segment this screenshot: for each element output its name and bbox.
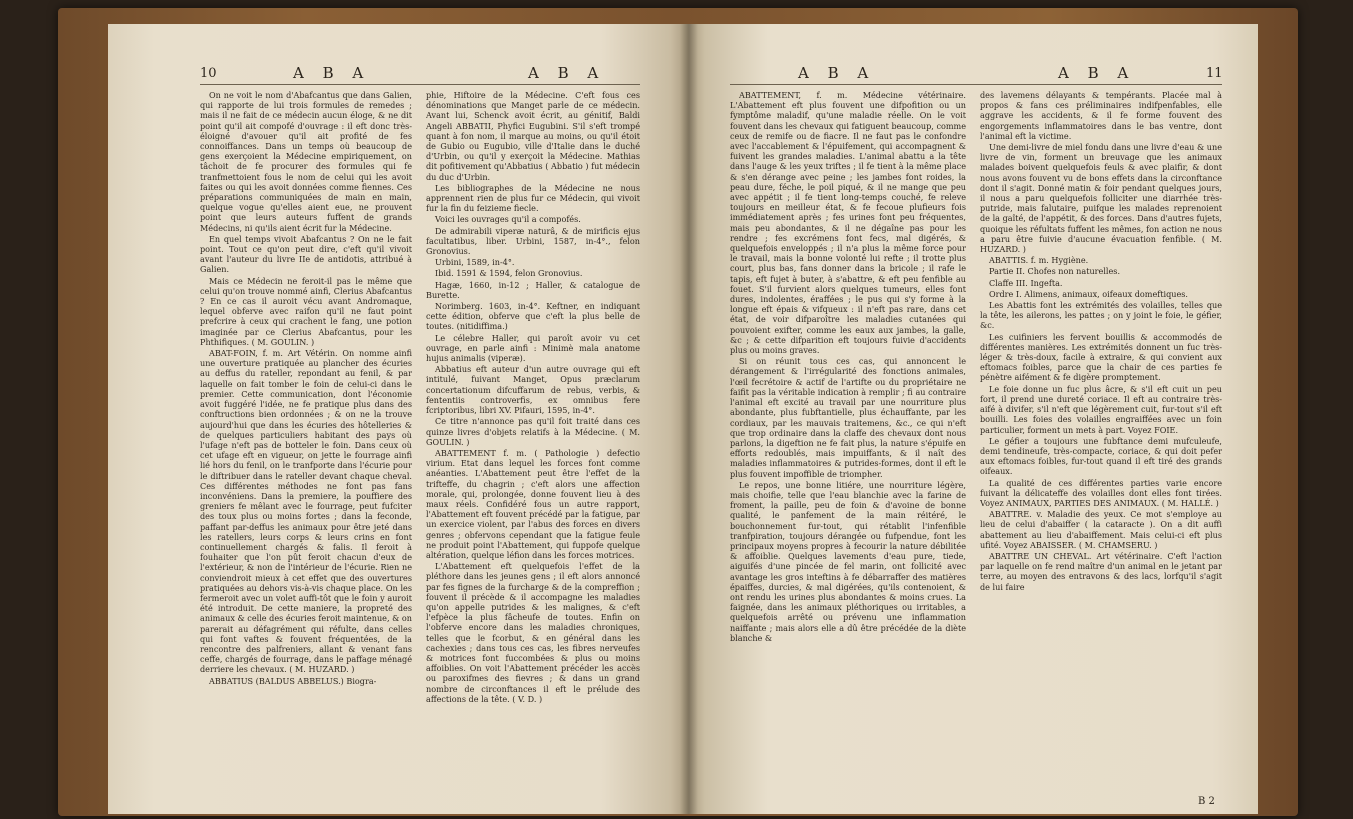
- paragraph: ABATTRE UN CHEVAL. Art vétérinaire. C'eft l'action par laquelle on fe rend maître d'un animal en le jetant par terre, au moyen des entravons & des lacs, lorfqu'il s'agit de lui faire: [980, 550, 1222, 592]
- left-running-head-1: A B A: [293, 64, 371, 82]
- left-running-head-2: A B A: [528, 64, 606, 82]
- left-page-number: 10: [200, 66, 217, 81]
- right-page-number: 11: [1206, 66, 1223, 81]
- paragraph: Le célebre Haller, qui paroît avoir vu cet ouvrage, en parle ainfi : Minimè mala anatome hujus animalis (viperæ).: [426, 332, 640, 364]
- paragraph: Le foie donne un fuc plus âcre, & s'il eft cuit un peu fort, il prend une dureté coriace. Il eft au contraire très-aifé à divifer, s'il n'eft que légèrement cuit, fur-tout s'il eft bouilli. Les foies des volailles engraiffées avec un foin particulier, forment un mets à part. Voyez FOIE.: [980, 383, 1222, 435]
- paragraph: Le repos, une bonne litiére, une nourriture légère, mais choifie, telle que l'eau blanchie avec la farine de froment, la paille, peu de foin & d'avoine de bonne qualité, le panfement de la main réitéré, le bouchonnement fur-tout, qui rétablit l'infenfible tranfpiration, toujours dérangée ou fufpendue, font les principaux moyens propres à fecourir la nature débilitée & affoiblie. Quelques lavements d'eau pure, tiede, aiguifés d'une pincée de fel marin, ont follicité avec avantage les gros inteftins à fe débarraffer des matières épaiffes, durcies, & mal digérées, qu'ils contenoient, & ont rendu les urines plus abondantes & moins crues. La faignée, dans les animaux pléthoriques ou irritables, a quelquefois arrêté ou prévenu une inflammation naiffante ; mais alors elle a dû être précédée de la diète blanche &: [730, 479, 966, 643]
- paragraph: Claffe III. Ingefta.: [989, 277, 1063, 288]
- paragraph: Hagæ, 1660, in-12 ; Haller, & catalogue de Burette.: [426, 279, 640, 300]
- right-running-head-1: A B A: [798, 64, 876, 82]
- right-head-rule: [730, 84, 1222, 85]
- signature-mark: B 2: [1198, 796, 1215, 807]
- paragraph: Les Abattis font les extrémités des volailles, telles que la tête, les ailerons, les pattes ; on y joint le foie, le géfier, &c.: [980, 300, 1222, 331]
- paragraph: On ne voit le nom d'Abafcantus que dans Galien, qui rapporte de lui trois formules de remedes ; mais il ne fait de ce médecin aucun éloge, & ne dit point qu'il ait compofé d'ouvrage : il eft donc très-éloigné d'avouer qu'il ait profité de fes connoiffances. Dans un temps où beaucoup de gens exerçoient la Médecine empiriquement, on tâchoit de fe procurer des formules qui fe tranfmettoient fous le nom de celui qui les avoit faites ou qui les avoit données comme fiennes. Ces préparations communiquées de main en main, quelque vogue qu'elles aient eue, ne prouvent point que leurs auteurs fuffent de grands Médecins, ni qu'ils aient écrit fur la Médecine.: [200, 90, 412, 233]
- paragraph: Voici les ouvrages qu'il a compofés.: [435, 214, 581, 225]
- right-column-1: [730, 90, 966, 800]
- paragraph: Ce titre n'annonce pas qu'il foit traité dans ces quinze livres d'objets relatifs à la Médecine. ( M. GOULIN. ): [426, 416, 640, 447]
- paragraph: ABATTIS. f. m. Hygiène.: [989, 255, 1089, 266]
- book-gutter: [680, 24, 698, 814]
- left-column-1: [200, 90, 412, 800]
- paragraph: Le géfier a toujours une fubftance demi mufculeufe, demi tendineufe, très-compacte, coriace, & qui doit pefer aux eftomacs foibles, fur-tout quand il eft tiré des grands oifeaux.: [980, 435, 1222, 477]
- paragraph: Norimberg. 1603, in-4°. Keftner, en indiquant cette édition, obferve que c'eft la plus belle de toutes. (nitidiffima.): [426, 301, 640, 332]
- paragraph: ABATTEMENT, f. m. Médecine vétérinaire. L'Abattement eft plus fouvent une difpofition ou un fymptôme maladif, qu'une maladie réelle. On le voit fouvent dans les chevaux qui fatiguent beaucoup, comme ceux de remife ou de fiacre. Il ne faut pas le confondre avec l'accablement & l'épuifement, qui accompagnent & fuivent les grandes maladies. L'animal abattu a la tête dans l'auge & les yeux triftes ; il fe tient à la même place & s'en dérange avec peine ; les jambes font roides, la peau dure, féche, le poil piqué, & il ne mange que peu avec appétit ; il fe tient long-temps couché, fe releve toujours en meilleur état, & fe fecoue plufieurs fois immédiatement après ; fes urines font peu fréquentes, mais peu abondantes, & il ne dégaîne pas pour les rendre ; fes excrémens font fecs, mal digérés, & quelquefois enveloppés ; il n'a plus la même force pour le travail, mais la bonne volonté lui refte ; il trotte plus court, plus bas, fans donner dans la bricole ; il rafe le tapis, eft fujet à buter, à s'abattre, & eft peu fenfible au fouet. S'il furvient alors quelques tumeurs, elles font dures, indolentes, éraffées ; le pus qui s'y forme à la longue eft épais & vifqueux : il n'eft pas rare, dans cet état, de voir difparoître les maladies cutanées qui pouvoient exifter, comme les eaux aux jambes, la galle, &c ; & cette difparition eft toujours fuivie d'accidents plus ou moins graves.: [730, 90, 966, 356]
- paragraph: phie, Hiftoire de la Médecine. C'eft fous ces dénominations que Manget parle de ce médecin. Avant lui, Schenck avoit écrit, au génitif, Baldi Angeli ABBATII, Phyfici Eugubini. S'il s'eft trompé quant à fon nom, il marque au moins, ou qu'il étoit de Gubio ou Eugubio, ville d'Italie dans le duché d'Urbin, ou qu'il y exerçoit la Médecine. Mathias dit pofitivement qu'Abbatius ( Abbatio ) fut médecin du duc d'Urbin.: [426, 90, 640, 182]
- right-running-head-2: A B A: [1058, 64, 1136, 82]
- paragraph: La qualité de ces différentes parties varie encore fuivant la délicateffe des volailles dont elles font tirées. Voyez ANIMAUX, PARTIES DES ANIMAUX. ( M. HALLÉ. ): [980, 477, 1222, 508]
- paragraph: Si on réunit tous ces cas, qui annoncent le dérangement & l'irrégularité des fonctions animales, l'œil fecrétoire & actif de l'artifte ou du propriétaire ne faifit pas la véritable indication à remplir ; fi au contraire l'animal eft excité au travail par une nourriture plus abondante, plus fubftantielle, plus échauffante, par les cordiaux, par les mauvais traitemens, &c., ce qui n'eft que trop ordinaire dans la claffe des chevaux dont nous parlons, la digeftion ne fe fait plus, la nature s'épuife en efforts redoublés, mais impuiffants, & il naît des maladies inflammatoires & putrides-formes, dont il eft le plus fouvent impoffible de triompher.: [730, 356, 966, 479]
- paragraph: des lavemens délayants & tempérants. Placée mal à propos & fans ces préliminaires indifpenfables, elle aggrave les accidents, & il fe forme fouvent des engorgements inflammatoires dans le bas ventre, dont l'animal eft la victime.: [980, 90, 1222, 141]
- left-head-rule: [200, 84, 640, 85]
- paragraph: Ordre I. Alimens, animaux, oifeaux domeftiques.: [989, 288, 1188, 299]
- right-page: [688, 24, 1258, 814]
- left-column-2: [426, 90, 640, 800]
- left-page: [108, 24, 688, 814]
- paragraph: ABAT-FOIN, f. m. Art Vétérin. On nomme ainfi une ouverture pratiquée au plancher des écuries au deffus du rateller, repondant au fenil, & par laquelle on fait tomber le foin de celui-ci dans le premier. Cette communication, dont l'économie avoit fuggéré l'idée, ne fe pratique plus dans des conftructions bien ordonnées ; & on ne la trouve aujourd'hui que dans les écuries des hôtelleries & de quelques particuliers habitant des pays où l'ufage n'eft pas de botteler le foin. Dans ceux où cet ufage eft en vigueur, on jette le fourrage ainfi lié hors du fenil, on le tranfporte dans l'écurie pour le diftribuer dans le rateller devant chaque cheval. Ces différentes méthodes ne font pas fans inconvéniens. Dans la premiere, la pouffiere des greniers fe mêlant avec le fourrage, peut fufciter des toux plus ou moins fortes ; dans la feconde, paffant par-deffus les animaux pour être jeté dans les ratellers, leurs corps & leurs crins en font continuellement chargés & falis. Il feroit à fouhaiter que l'on pût feroit chacun d'eux de l'extérieur, & non de l'intérieur de l'écurie. Rien ne conviendroit mieux à cet effet que des ouvertures pratiquées au dehors vis-à-vis chaque place. On les fermeroit avec un volet auffi-tôt que le foin y auroit été introduit. De cette maniere, la propreté des animaux & celle des écuries feroit maintenue, & on parerait au défagrément qui réfulte, dans celles qui font vaftes & fouvent fréquentées, de la rencontre des palfreniers, allant & venant fans ceffe, chargés de fourrage, dans le paffage ménagé derriere les chevaux. ( M. HUZARD. ): [200, 348, 412, 675]
- paragraph: De admirabili viperæ naturâ, & de mirificis ejus facultatibus, liber. Urbini, 1587, in-4°., felon Gronovius.: [426, 225, 640, 257]
- paragraph: Mais ce Médecin ne feroit-il pas le même que celui qu'on trouve nommé ainfi, Clerius Abafcantus ? En ce cas il auroit vécu avant Andromaque, lequel obferve avec raifon qu'il ne faut point prefcrire à ceux qui crachent le fang, une potion imaginée par ce Clerius Abafcantus, pour les Phthifiques. ( M. GOULIN. ): [200, 275, 412, 347]
- paragraph: Urbini, 1589, in-4°.: [435, 257, 515, 268]
- paragraph: Une demi-livre de miel fondu dans une livre d'eau & une livre de vin, forment un breuvage que les animaux malades boivent quelquefois feuls & avec plaifir, & dont nous avons fouvent vu de bons effets dans la circonftance dont il s'agit. Donné matin & foir pendant quelques jours, il nous a paru quelquefois folliciter une diarrhée très-putride, mais falutaire, puifque les malades reprenoient de la gaîté, de l'appétit, & des forces. Dans d'autres fujets, quoique les réfultats fuffent les mêmes, fon action ne nous a paru être fuivie d'aucune évacuation fenfible. ( M. HUZARD. ): [980, 142, 1222, 255]
- paragraph: Ibid. 1591 & 1594, felon Gronovius.: [435, 268, 583, 279]
- paragraph: Partie II. Chofes non naturelles.: [989, 266, 1121, 277]
- paragraph: ABATTRE. v. Maladie des yeux. Ce mot s'employe au lieu de celui d'abaiffer ( la cataracte ). On a dit auffi abattement au lieu d'abaiffement. Mais celui-ci eft plus ufité. Voyez ABAISSER. ( M. CHAMSERU. ): [980, 509, 1222, 550]
- paragraph: L'Abattement eft quelquefois l'effet de la pléthore dans les jeunes gens ; il eft alors annoncé par fes fignes de la furcharge & de la compreffion ; fouvent il précède & il accompagne les maladies qu'on appelle putrides & les malignes, & c'eft l'efpèce la plus fâcheufe de toutes. Enfin on l'obferve encore dans les maladies chroniques, telles que le fcorbut, & en général dans les cachexies ; dans tous ces cas, les fibres nerveufes & motrices font fuccombées & plus ou moins affoiblies. On voit l'Abattement précéder les accès ou paroxifmes des fievres ; & dans un grand nombre de circonftances il eft le prélude des affections de la tête. ( V. D. ): [426, 561, 640, 704]
- paragraph: ABATTEMENT f. m. ( Pathologie ) defectio virium. Etat dans lequel les forces font comme anéanties. L'Abattement peut être l'effet de la trifteffe, du chagrin ; c'eft alors une affection morale, qui, prolongée, donne fouvent lieu à des maux réels. Confidéré fous un autre rapport, l'Abattement eft fouvent précédé par la fatigue, par un exercice violent, par l'abus des forces en divers genres ; obfervons cependant que la fatigue feule ne produit point l'Abattement, qui fuppofe quelque altération, quelque léfion dans les forces motrices.: [426, 447, 640, 560]
- paragraph: Les cuifiniers les fervent bouillis & accommodés de différentes manières. Les extrémités donnent un fuc très-léger & très-doux, facile à extraire, & qui convient aux eftomacs foibles, parce que la chair de ces parties fe pénètre aifément & fe digère promptement.: [980, 331, 1222, 383]
- paragraph: En quel temps vivoit Abafcantus ? On ne le fait point. Tout ce qu'on peut dire, c'eft qu'il vivoit avant l'auteur du livre IIe de antidotis, attribué à Galien.: [200, 233, 412, 275]
- paragraph: Les bibliographes de la Médecine ne nous apprennent rien de plus fur ce Médecin, qui vivoit fur la fin du feizieme fiecle.: [426, 182, 640, 214]
- paragraph: Abbatius eft auteur d'un autre ouvrage qui eft intitulé, fuivant Manget, Opus præclarum concertationum difcuffarum de rebus, verbis, & fententiis controverfis, ex omnibus fere fcriptoribus, libri XV. Pifauri, 1595, in-4°.: [426, 364, 640, 416]
- paragraph: ABBATIUS (BALDUS ABBELUS.) Biogra-: [209, 675, 377, 686]
- right-column-2: [980, 90, 1222, 786]
